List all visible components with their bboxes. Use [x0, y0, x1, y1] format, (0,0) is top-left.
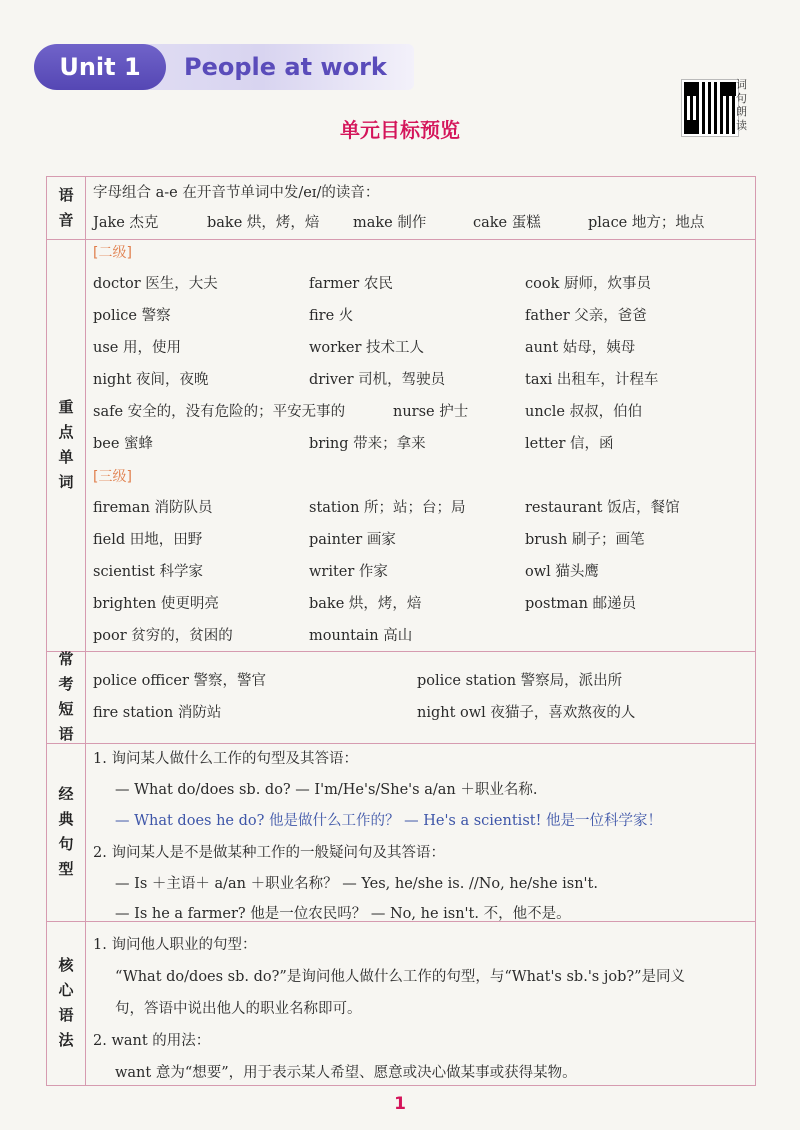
label-text: 核	[58, 956, 74, 974]
sentence-heading: 1. 询问某人做什么工作的句型及其答语：	[93, 751, 358, 767]
word-item: fire 火	[309, 308, 354, 324]
sentence-line: — What do/does sb. do? — I'm/He's/She's a/an ＋职业名称.	[115, 782, 538, 798]
word-item: farmer 农民	[309, 276, 393, 292]
label-text: 词	[58, 473, 74, 491]
label-text: 心	[58, 981, 74, 999]
pronunciation-word: bake 烘，烤，焙	[207, 215, 320, 231]
word-item: cook 厨师，炊事员	[525, 276, 651, 292]
word-item: safe 安全的，没有危险的；平安无事的	[93, 404, 346, 420]
section-label-phrases	[47, 651, 85, 743]
sentence-example: — Is he a farmer? 他是一位农民吗？ — No, he isn't. 不，他不是。	[115, 906, 571, 922]
label-text: 考	[58, 675, 74, 693]
section-label-sentences	[47, 743, 85, 921]
word-item: scientist 科学家	[93, 564, 203, 580]
label-text: 常	[58, 650, 74, 668]
word-item: field 田地，田野	[93, 532, 203, 548]
word-item: bring 带来；拿来	[309, 436, 426, 452]
section-label-grammar	[47, 921, 85, 1085]
word-item: use 用，使用	[93, 340, 181, 356]
word-item: bake 烘，烤，焙	[309, 596, 422, 612]
word-item: police 警察	[93, 308, 171, 324]
sentence-heading: 2. 询问某人是不是做某种工作的一般疑问句及其答语：	[93, 845, 445, 861]
pronunciation-intro: 字母组合 a-e 在开音节单词中发/eɪ/的读音：	[93, 185, 380, 201]
pronunciation-word: make 制作	[353, 215, 427, 231]
unit-label: Unit 1	[34, 44, 166, 90]
label-text: 经	[58, 785, 74, 803]
level-2-label: [二级]	[93, 245, 132, 261]
word-item: owl 猫头鹰	[525, 564, 599, 580]
label-text: 典	[58, 810, 74, 828]
grammar-heading: 1. 询问他人职业的句型：	[93, 937, 257, 953]
label-text: 句	[58, 835, 74, 853]
phrase-item: police officer 警察，警官	[93, 673, 267, 689]
word-item: poor 贫穷的，贫困的	[93, 628, 233, 644]
label-text: 语	[58, 1006, 74, 1024]
row-divider	[47, 743, 755, 744]
word-item: fireman 消防队员	[93, 500, 213, 516]
word-item: bee 蜜蜂	[93, 436, 154, 452]
word-item: station 所；站；台；局	[309, 500, 466, 516]
label-text: 短	[58, 700, 74, 718]
column-divider	[85, 177, 86, 1085]
row-divider	[47, 239, 755, 240]
label-text: 法	[58, 1031, 74, 1049]
label-text: 单	[58, 448, 74, 466]
label-text: 点	[58, 423, 74, 441]
phrase-item: fire station 消防站	[93, 705, 222, 721]
word-item: writer 作家	[309, 564, 388, 580]
word-item: brighten 使更明亮	[93, 596, 219, 612]
phrase-item: night owl 夜猫子，喜欢熬夜的人	[417, 705, 636, 721]
word-item: letter 信，函	[525, 436, 614, 452]
word-item: uncle 叔叔，伯伯	[525, 404, 643, 420]
label-text: 语	[58, 725, 74, 743]
word-item: brush 刷子；画笔	[525, 532, 645, 548]
word-item: night 夜间，夜晚	[93, 372, 209, 388]
unit-title: People at work	[184, 53, 387, 81]
section-label-key-words	[47, 239, 85, 651]
word-item: restaurant 饭店，餐馆	[525, 500, 680, 516]
pronunciation-word: Jake 杰克	[93, 215, 159, 231]
label-text: 重	[58, 398, 74, 416]
word-item: driver 司机，驾驶员	[309, 372, 446, 388]
word-item: taxi 出租车，计程车	[525, 372, 659, 388]
page-number: 1	[394, 1094, 406, 1114]
word-item: father 父亲，爸爸	[525, 308, 647, 324]
pronunciation-word: cake 蛋糕	[473, 215, 541, 231]
level-3-label: [三级]	[93, 469, 132, 485]
label-text: 型	[58, 860, 74, 878]
sentence-example: — What does he do? 他是做什么工作的？ — He's a scientist! 他是一位科学家！	[115, 813, 663, 829]
preview-table	[46, 176, 756, 1086]
word-item: mountain 高山	[309, 628, 413, 644]
row-divider	[47, 651, 755, 652]
section-label-pronunciation	[47, 177, 85, 239]
word-item: painter 画家	[309, 532, 396, 548]
grammar-heading: 2. want 的用法：	[93, 1033, 211, 1049]
phrase-item: police station 警察局，派出所	[417, 673, 623, 689]
word-item: doctor 医生，大夫	[93, 276, 218, 292]
grammar-line: want 意为“想要”，用于表示某人希望、愿意或决心做某事或获得某物。	[115, 1065, 577, 1081]
pronunciation-word: place 地方；地点	[588, 215, 705, 231]
page-title: 单元目标预览	[340, 118, 460, 142]
sentence-line: — Is ＋主语＋ a/an ＋职业名称？ — Yes, he/she is. //No, he/she isn't.	[115, 876, 598, 892]
qr-caption: 词句朗读	[736, 78, 747, 132]
word-item: worker 技术工人	[309, 340, 424, 356]
label-text: 音	[58, 211, 74, 229]
grammar-line: 句，答语中说出他人的职业名称即可。	[115, 1001, 362, 1017]
word-item: aunt 姑母，姨母	[525, 340, 636, 356]
label-text: 语	[58, 186, 74, 204]
word-item: nurse 护士	[393, 404, 469, 420]
grammar-line: “What do/does sb. do?”是询问他人做什么工作的句型，与“What's sb.'s job?”是同义	[115, 969, 686, 985]
word-item: postman 邮递员	[525, 596, 637, 612]
